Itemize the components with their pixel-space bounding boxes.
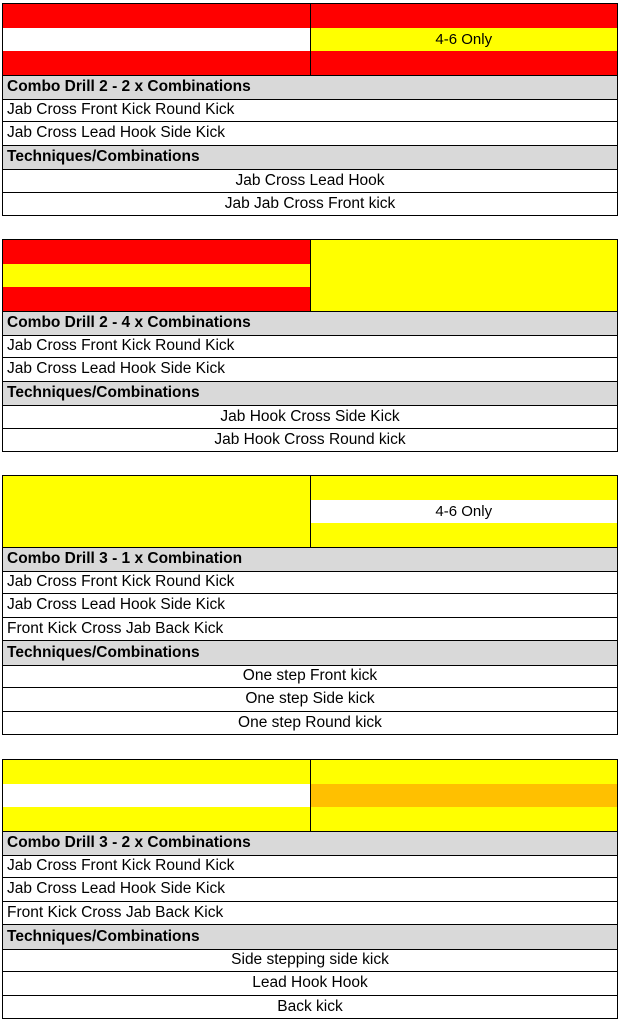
belt-stripe-yellow <box>311 523 618 547</box>
belt-stripe-yellow <box>311 240 618 311</box>
drill-title: Combo Drill 3 - 2 x Combinations <box>2 831 618 855</box>
age-note: 4-6 Only <box>311 500 618 524</box>
combo-row: Jab Cross Lead Hook Side Kick <box>2 878 618 902</box>
techniques-header: Techniques/Combinations <box>2 146 618 170</box>
technique-row: Jab Hook Cross Side Kick <box>2 405 618 429</box>
belt-stripe-orange <box>311 784 618 808</box>
combo-row: Jab Cross Front Kick Round Kick <box>2 571 618 595</box>
belt-left <box>3 4 310 75</box>
drill-title: Combo Drill 2 - 4 x Combinations <box>2 311 618 335</box>
belt-right <box>310 476 618 547</box>
belt-stripe-yellow <box>3 760 310 784</box>
belt-left <box>3 240 310 311</box>
belt-stripe-yellow <box>311 760 618 784</box>
combo-row: Jab Cross Lead Hook Side Kick <box>2 594 618 618</box>
belt-color-grid <box>2 239 618 311</box>
combo-row: Jab Cross Lead Hook Side Kick <box>2 358 618 382</box>
combo-row: Jab Cross Front Kick Round Kick <box>2 99 618 123</box>
belt-left <box>3 760 310 831</box>
belt-stripe-white <box>3 28 310 52</box>
belt-stripe-red <box>3 51 310 75</box>
techniques-header: Techniques/Combinations <box>2 641 618 665</box>
technique-row: Lead Hook Hook <box>2 972 618 996</box>
drill-card-1 <box>2 3 618 216</box>
technique-row: One step Front kick <box>2 665 618 689</box>
belt-right <box>310 4 618 75</box>
belt-right <box>310 240 618 311</box>
combo-row: Jab Cross Front Kick Round Kick <box>2 335 618 359</box>
belt-stripe-red <box>311 4 618 28</box>
belt-stripe-white <box>3 784 310 808</box>
belt-color-grid <box>2 759 618 831</box>
belt-left <box>3 476 310 547</box>
technique-row: Back kick <box>2 996 618 1020</box>
belt-stripe-red <box>3 240 310 264</box>
combo-row: Front Kick Cross Jab Back Kick <box>2 618 618 642</box>
techniques-header: Techniques/Combinations <box>2 382 618 406</box>
belt-stripe-red <box>3 4 310 28</box>
drill-title: Combo Drill 2 - 2 x Combinations <box>2 75 618 99</box>
technique-row: Jab Cross Lead Hook <box>2 169 618 193</box>
combo-row: Jab Cross Lead Hook Side Kick <box>2 122 618 146</box>
drill-card-2 <box>2 239 618 452</box>
techniques-header: Techniques/Combinations <box>2 925 618 949</box>
belt-stripe-red <box>311 51 618 75</box>
age-note: 4-6 Only <box>311 28 618 52</box>
belt-stripe-yellow <box>3 476 310 547</box>
combo-row: Jab Cross Front Kick Round Kick <box>2 855 618 879</box>
belt-stripe-yellow <box>3 807 310 831</box>
technique-row: Jab Hook Cross Round kick <box>2 429 618 453</box>
drill-card-3 <box>2 475 618 735</box>
belt-color-grid <box>2 475 618 547</box>
combo-row: Front Kick Cross Jab Back Kick <box>2 902 618 926</box>
technique-row: Side stepping side kick <box>2 949 618 973</box>
belt-stripe-red <box>3 287 310 311</box>
belt-color-grid <box>2 3 618 75</box>
belt-stripe-yellow <box>3 264 310 288</box>
belt-right <box>310 760 618 831</box>
technique-row: One step Round kick <box>2 712 618 736</box>
drill-card-4 <box>2 759 618 1019</box>
technique-row: Jab Jab Cross Front kick <box>2 193 618 217</box>
belt-stripe-yellow <box>311 476 618 500</box>
belt-stripe-yellow <box>311 807 618 831</box>
drill-title: Combo Drill 3 - 1 x Combination <box>2 547 618 571</box>
technique-row: One step Side kick <box>2 688 618 712</box>
